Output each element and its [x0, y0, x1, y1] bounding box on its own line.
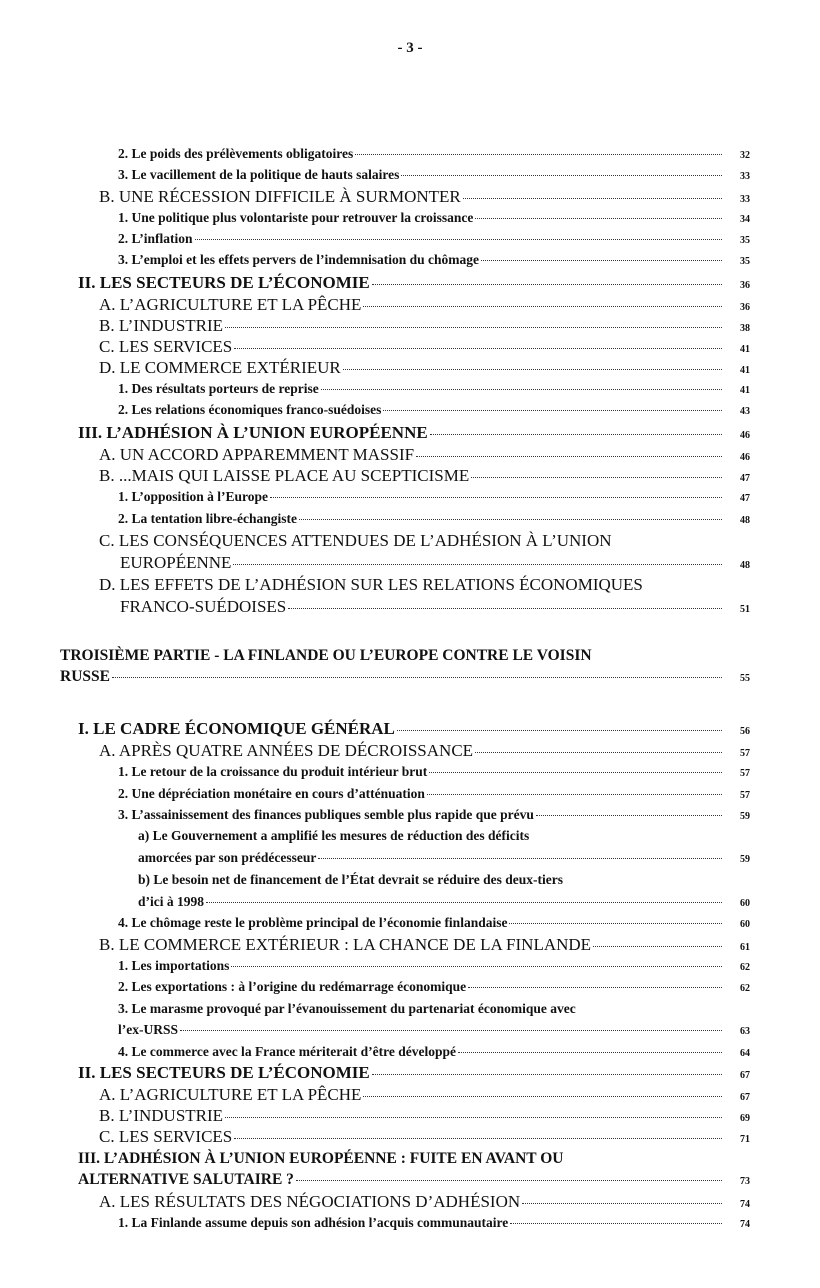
toc-entry-label-line2: ALTERNATIVE SALUTAIRE ? — [78, 1171, 294, 1188]
leader-dots — [318, 858, 722, 859]
toc-entry-page: 67 — [740, 1070, 750, 1081]
leader-dots — [463, 198, 722, 199]
toc-entry[interactable] — [99, 337, 750, 357]
toc-entry[interactable] — [99, 295, 750, 315]
toc-entry-page: 32 — [740, 150, 750, 161]
toc-entry[interactable] — [118, 979, 750, 995]
leader-dots — [231, 966, 722, 967]
leader-dots — [195, 239, 722, 240]
toc-entry-page: 63 — [740, 1026, 750, 1037]
toc-entry-page: 48 — [740, 560, 750, 571]
toc-entry-page: 57 — [740, 790, 750, 801]
toc-entry[interactable] — [78, 423, 750, 443]
leader-dots — [372, 1074, 722, 1075]
leader-dots — [475, 752, 722, 753]
toc-entry-label: B. L’INDUSTRIE — [99, 1106, 224, 1125]
toc-entry[interactable] — [118, 915, 750, 931]
toc-entry-page: 71 — [740, 1134, 750, 1145]
leader-dots — [383, 410, 722, 411]
toc-entry-label: I. LE CADRE ÉCONOMIQUE GÉNÉRAL — [78, 719, 395, 738]
toc-entry-label: 1. L’opposition à l’Europe — [118, 489, 269, 504]
toc-entry[interactable] — [118, 489, 750, 505]
toc-entry-page: 74 — [740, 1199, 750, 1210]
leader-dots — [430, 434, 722, 435]
leader-dots — [481, 260, 722, 261]
toc-entry[interactable] — [99, 1127, 750, 1147]
toc-entry-label-line1: III. L’ADHÉSION À L’UNION EUROPÉENNE : FUITE EN AVANT OU — [78, 1150, 564, 1167]
leader-dots — [522, 1203, 722, 1204]
toc-entry-label: III. L’ADHÉSION À L’UNION EUROPÉENNE — [78, 423, 428, 442]
toc-entry-page: 57 — [740, 768, 750, 779]
leader-dots — [468, 987, 722, 988]
toc-entry[interactable] — [120, 597, 750, 617]
toc-entry-label-line1: C. LES CONSÉQUENCES ATTENDUES DE L’ADHÉSION À L’UNION — [99, 531, 612, 550]
toc-entry[interactable] — [118, 252, 750, 268]
toc-entry[interactable] — [118, 381, 750, 397]
toc-entry-page: 62 — [740, 962, 750, 973]
toc-entry-page: 46 — [740, 430, 750, 441]
toc-entry-page: 57 — [740, 748, 750, 759]
toc-entry-page: 33 — [740, 171, 750, 182]
toc-entry-page: 46 — [740, 452, 750, 463]
toc-entry[interactable] — [99, 466, 750, 486]
toc-entry-label: 4. Le commerce avec la France mériterait d’être développé — [118, 1044, 456, 1059]
toc-entry-label: D. LE COMMERCE EXTÉRIEUR — [99, 358, 341, 377]
toc-entry-label: 3. L’emploi et les effets pervers de l’indemnisation du chômage — [118, 252, 479, 267]
toc-entry[interactable] — [118, 511, 750, 527]
leader-dots — [206, 902, 722, 903]
toc-entry-page: 69 — [740, 1113, 750, 1124]
toc-entry-label: 1. La Finlande assume depuis son adhésion l’acquis communautaire — [118, 1215, 509, 1230]
toc-entry-label: 1. Des résultats porteurs de reprise — [118, 381, 319, 396]
leader-dots — [593, 946, 722, 947]
toc-entry-label: 1. Les importations — [118, 958, 230, 973]
toc-entry-label: A. APRÈS QUATRE ANNÉES DE DÉCROISSANCE — [99, 741, 474, 760]
toc-entry[interactable] — [118, 167, 750, 183]
leader-dots — [180, 1030, 722, 1031]
toc-entry-page: 35 — [740, 235, 750, 246]
leader-dots — [510, 1223, 722, 1224]
part-heading-line1: TROISIÈME PARTIE - LA FINLANDE OU L’EUROPE CONTRE LE VOISIN — [60, 647, 592, 664]
toc-entry-page: 38 — [740, 323, 750, 334]
toc-entry-label-line2: FRANCO-SUÉDOISES — [120, 597, 287, 616]
leader-dots — [401, 175, 722, 176]
toc-entry-page: 33 — [740, 194, 750, 205]
toc-entry[interactable] — [118, 786, 750, 802]
toc-entry-label: B. ...MAIS QUI LAISSE PLACE AU SCEPTICISME — [99, 466, 470, 485]
leader-dots — [234, 348, 722, 349]
toc-entry[interactable] — [99, 741, 750, 761]
leader-dots — [225, 1117, 722, 1118]
leader-dots — [397, 730, 722, 731]
toc-entry-label: 2. L’inflation — [118, 231, 193, 246]
toc-entry-page: 41 — [740, 385, 750, 396]
toc-entry-label: II. LES SECTEURS DE L’ÉCONOMIE — [78, 273, 370, 292]
toc-entry-label: A. UN ACCORD APPAREMMENT MASSIF — [99, 445, 415, 464]
toc-entry[interactable] — [118, 231, 750, 247]
toc-entry-label: 2. Le poids des prélèvements obligatoires — [118, 146, 354, 161]
toc-entry[interactable] — [78, 1171, 750, 1189]
toc-entry-label: 4. Le chômage reste le problème principal de l’économie finlandaise — [118, 915, 508, 930]
toc-entry-page: 64 — [740, 1048, 750, 1059]
leader-dots — [234, 1138, 722, 1139]
toc-entry[interactable] — [118, 1022, 750, 1038]
toc-entry-page: 59 — [740, 811, 750, 822]
toc-entry-label: 2. La tentation libre-échangiste — [118, 511, 297, 526]
toc-entry[interactable] — [99, 187, 750, 207]
toc-entry-page: 73 — [740, 1176, 750, 1187]
toc-entry-page: 35 — [740, 256, 750, 267]
toc-entry[interactable] — [118, 764, 750, 780]
leader-dots — [363, 306, 722, 307]
toc-entry[interactable] — [99, 1192, 750, 1212]
toc-entry-label: B. LE COMMERCE EXTÉRIEUR : LA CHANCE DE LA FINLANDE — [99, 935, 592, 954]
toc-entry[interactable] — [118, 402, 750, 418]
toc-entry-label: A. L’AGRICULTURE ET LA PÊCHE — [99, 295, 362, 314]
toc-entry-page: 47 — [740, 493, 750, 504]
leader-dots — [296, 1180, 722, 1181]
toc-entry-page: 43 — [740, 406, 750, 417]
toc-entry[interactable] — [118, 146, 750, 162]
toc-entry-page: 47 — [740, 473, 750, 484]
toc-entry-page: 41 — [740, 365, 750, 376]
toc-entry-page: 36 — [740, 302, 750, 313]
toc-entry-label-line1: a) Le Gouvernement a amplifié les mesures de réduction des déficits — [138, 828, 530, 843]
toc-entry-label: 3. Le vacillement de la politique de hauts salaires — [118, 167, 400, 182]
toc-entry-label: A. LES RÉSULTATS DES NÉGOCIATIONS D’ADHÉSION — [99, 1192, 521, 1211]
toc-entry[interactable] — [118, 210, 750, 226]
toc-entry[interactable] — [99, 1106, 750, 1126]
toc-entry-label-line2: amorcées par son prédécesseur — [138, 850, 317, 865]
toc-entry-label: A. L’AGRICULTURE ET LA PÊCHE — [99, 1085, 362, 1104]
toc-entry[interactable] — [99, 358, 750, 378]
leader-dots — [475, 218, 722, 219]
toc-entry-label: B. L’INDUSTRIE — [99, 316, 224, 335]
toc-entry[interactable] — [99, 316, 750, 336]
leader-dots — [363, 1096, 722, 1097]
toc-entry-page: 48 — [740, 515, 750, 526]
toc-entry-page: 41 — [740, 344, 750, 355]
leader-dots — [536, 815, 722, 816]
toc-entry-label-line1: D. LES EFFETS DE L’ADHÉSION SUR LES RELATIONS ÉCONOMIQUES — [99, 575, 643, 594]
leader-dots — [299, 519, 722, 520]
toc-entry-label-line2: EUROPÉENNE — [120, 553, 232, 572]
toc-entry[interactable] — [118, 958, 750, 974]
leader-dots — [471, 477, 722, 478]
toc-entry-page: 34 — [740, 214, 750, 225]
toc-entry-label: 1. Le retour de la croissance du produit intérieur brut — [118, 764, 428, 779]
leader-dots — [343, 369, 722, 370]
toc-entry-label: 2. Les relations économiques franco-suédoises — [118, 402, 382, 417]
toc-entry-label: 1. Une politique plus volontariste pour retrouver la croissance — [118, 210, 474, 225]
toc-entry[interactable] — [78, 1063, 750, 1083]
toc-entry-page: 55 — [740, 673, 750, 684]
leader-dots — [509, 923, 722, 924]
toc-entry-label-line1: 3. Le marasme provoqué par l’évanouissement du partenariat économique avec — [118, 1001, 576, 1016]
leader-dots — [355, 154, 722, 155]
toc-entry[interactable] — [138, 894, 750, 910]
toc-entry[interactable] — [78, 719, 750, 739]
toc-entry-label: II. LES SECTEURS DE L’ÉCONOMIE — [78, 1063, 370, 1082]
toc-entry-label: 2. Les exportations : à l’origine du redémarrage économique — [118, 979, 467, 994]
toc-entry-page: 51 — [740, 604, 750, 615]
toc-entry[interactable] — [99, 1085, 750, 1105]
part-heading[interactable] — [60, 668, 750, 686]
leader-dots — [372, 284, 722, 285]
toc-entry-label-line2: l’ex-URSS — [118, 1022, 178, 1037]
toc-entry[interactable] — [118, 807, 750, 823]
leader-dots — [233, 564, 722, 565]
toc-entry-label-line2: d’ici à 1998 — [138, 894, 204, 909]
leader-dots — [225, 327, 722, 328]
toc-entry-page: 60 — [740, 898, 750, 909]
leader-dots — [427, 794, 722, 795]
toc-entry-page: 56 — [740, 726, 750, 737]
toc-entry[interactable] — [99, 445, 750, 465]
toc-entry[interactable] — [120, 553, 750, 573]
leader-dots — [112, 677, 722, 678]
toc-entry-page: 36 — [740, 280, 750, 291]
toc-entry-label: B. UNE RÉCESSION DIFFICILE À SURMONTER — [99, 187, 461, 206]
toc-entry-page: 61 — [740, 942, 750, 953]
page-number: - 3 - — [397, 40, 423, 56]
toc-entry-label: C. LES SERVICES — [99, 1127, 233, 1146]
toc-entry-label: 2. Une dépréciation monétaire en cours d’atténuation — [118, 786, 425, 801]
toc-entry[interactable] — [78, 273, 750, 293]
leader-dots — [321, 389, 722, 390]
toc-entry-page: 74 — [740, 1219, 750, 1230]
toc-entry-label: C. LES SERVICES — [99, 337, 233, 356]
leader-dots — [288, 608, 722, 609]
leader-dots — [458, 1052, 722, 1053]
toc-entry-page: 60 — [740, 919, 750, 930]
leader-dots — [416, 456, 722, 457]
toc-entry-page: 62 — [740, 983, 750, 994]
leader-dots — [429, 772, 722, 773]
toc-entry-page: 67 — [740, 1092, 750, 1103]
toc-entry-label: 3. L’assainissement des finances publiques semble plus rapide que prévu — [118, 807, 534, 822]
leader-dots — [270, 497, 722, 498]
toc-entry[interactable] — [99, 935, 750, 955]
toc-entry[interactable] — [118, 1215, 750, 1231]
toc-entry[interactable] — [138, 850, 750, 866]
toc-entry-page: 59 — [740, 854, 750, 865]
toc-entry[interactable] — [118, 1044, 750, 1060]
part-heading-line2: RUSSE — [60, 668, 110, 685]
toc-entry-label-line1: b) Le besoin net de financement de l’État devrait se réduire des deux-tiers — [138, 872, 563, 887]
